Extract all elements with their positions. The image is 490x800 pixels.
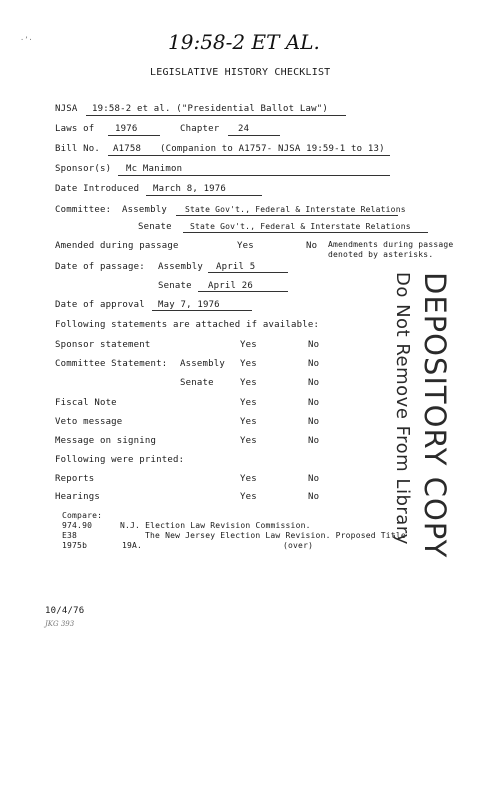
date-introduced-label: Date Introduced — [55, 184, 140, 194]
njsa-underline — [86, 115, 346, 116]
checklist-no: No — [308, 417, 320, 427]
checklist-no: No — [308, 359, 320, 369]
checklist-label: Fiscal Note — [55, 398, 117, 408]
checklist-no: No — [308, 436, 320, 446]
printed-yes: Yes — [240, 492, 257, 502]
chapter-underline — [228, 135, 280, 136]
committee-senate-underline — [183, 232, 428, 233]
committee-senate-label: Senate — [138, 222, 172, 232]
checklist-no: No — [308, 340, 320, 350]
printed-heading: Following were printed: — [55, 455, 185, 465]
checklist-label: Veto message — [55, 417, 123, 427]
passage-senate-date: April 26 — [208, 281, 253, 291]
depository-stamp-line2: Do Not Remove From Library — [392, 272, 413, 545]
bill-number: A1758 — [113, 144, 142, 154]
laws-year: 1976 — [115, 124, 138, 134]
footer-date: 10/4/76 — [45, 606, 85, 616]
bill-companion: (Companion to A1757- NJSA 19:59-1 to 13) — [160, 144, 385, 154]
compare-over-note: (over) — [283, 541, 314, 550]
passage-senate-label: Senate — [158, 281, 192, 291]
checklist-yes: Yes — [240, 398, 257, 408]
printed-yes: Yes — [240, 474, 257, 484]
sponsor-label: Sponsor(s) — [55, 164, 112, 174]
checklist-sub-label: Senate — [180, 378, 214, 388]
checklist-yes: Yes — [240, 417, 257, 427]
sponsor-value: Mc Manimon — [126, 164, 183, 174]
printed-no: No — [308, 474, 320, 484]
checklist-label: Message on signing — [55, 436, 157, 446]
checklist-sub-label: Assembly — [180, 359, 225, 369]
laws-label: Laws of — [55, 124, 95, 134]
passage-assembly-label: Assembly — [158, 262, 203, 272]
checklist-no: No — [308, 398, 320, 408]
compare-text-3: 19A. — [122, 541, 143, 550]
approval-underline — [152, 310, 252, 311]
amended-note-line2: denoted by asterisks. — [328, 250, 434, 259]
approval-value: May 7, 1976 — [158, 300, 220, 310]
checklist-yes: Yes — [240, 378, 257, 388]
chapter-value: 24 — [238, 124, 250, 134]
committee-assembly-underline — [176, 215, 398, 216]
compare-code-3: 1975b — [62, 541, 88, 550]
checklist-yes: Yes — [240, 359, 257, 369]
date-introduced-underline — [146, 195, 262, 196]
attached-heading: Following statements are attached if available: — [55, 320, 320, 330]
laws-year-underline — [108, 135, 160, 136]
approval-label: Date of approval — [55, 300, 145, 310]
checklist-yes: Yes — [240, 340, 257, 350]
compare-label: Compare: — [62, 511, 103, 520]
checklist-no: No — [308, 378, 320, 388]
njsa-label: NJSA — [55, 104, 78, 114]
compare-code-1: 974.90 — [62, 521, 93, 530]
passage-assembly-underline — [208, 272, 288, 273]
compare-text-2: The New Jersey Election Law Revision. Proposed Title — [145, 531, 406, 540]
chapter-label: Chapter — [180, 124, 220, 134]
passage-assembly-date: April 5 — [216, 262, 256, 272]
passage-label: Date of passage: — [55, 262, 145, 272]
checklist-yes: Yes — [240, 436, 257, 446]
committee-assembly-label: Assembly — [122, 205, 167, 215]
committee-label: Committee: — [55, 205, 112, 215]
date-introduced-value: March 8, 1976 — [153, 184, 227, 194]
margin-mark: ·’· — [20, 36, 33, 44]
committee-assembly-value: State Gov't., Federal & Interstate Relations — [185, 205, 406, 214]
checklist-label: Sponsor statement — [55, 340, 151, 350]
njsa-value: 19:58-2 et al. ("Presidential Ballot Law") — [92, 104, 328, 114]
printed-label: Hearings — [55, 492, 100, 502]
amended-no: No — [306, 241, 318, 251]
printed-label: Reports — [55, 474, 95, 484]
bill-underline — [108, 155, 390, 156]
committee-senate-value: State Gov't., Federal & Interstate Relations — [190, 222, 411, 231]
handwritten-header: 19:58-2 ET AL. — [168, 30, 320, 54]
sponsor-underline — [118, 175, 390, 176]
amended-note-line1: Amendments during passage — [328, 240, 454, 249]
depository-stamp-line1: DEPOSITORY COPY — [418, 272, 452, 559]
amended-label: Amended during passage — [55, 241, 179, 251]
checklist-label: Committee Statement: — [55, 359, 168, 369]
passage-senate-underline — [198, 291, 288, 292]
printed-no: No — [308, 492, 320, 502]
bill-label: Bill No. — [55, 144, 100, 154]
compare-code-2: E38 — [62, 531, 78, 540]
page-title: LEGISLATIVE HISTORY CHECKLIST — [150, 67, 331, 78]
footer-initials: JKG 393 — [45, 620, 75, 628]
amended-yes: Yes — [237, 241, 254, 251]
compare-text-1: N.J. Election Law Revision Commission. — [120, 521, 311, 530]
